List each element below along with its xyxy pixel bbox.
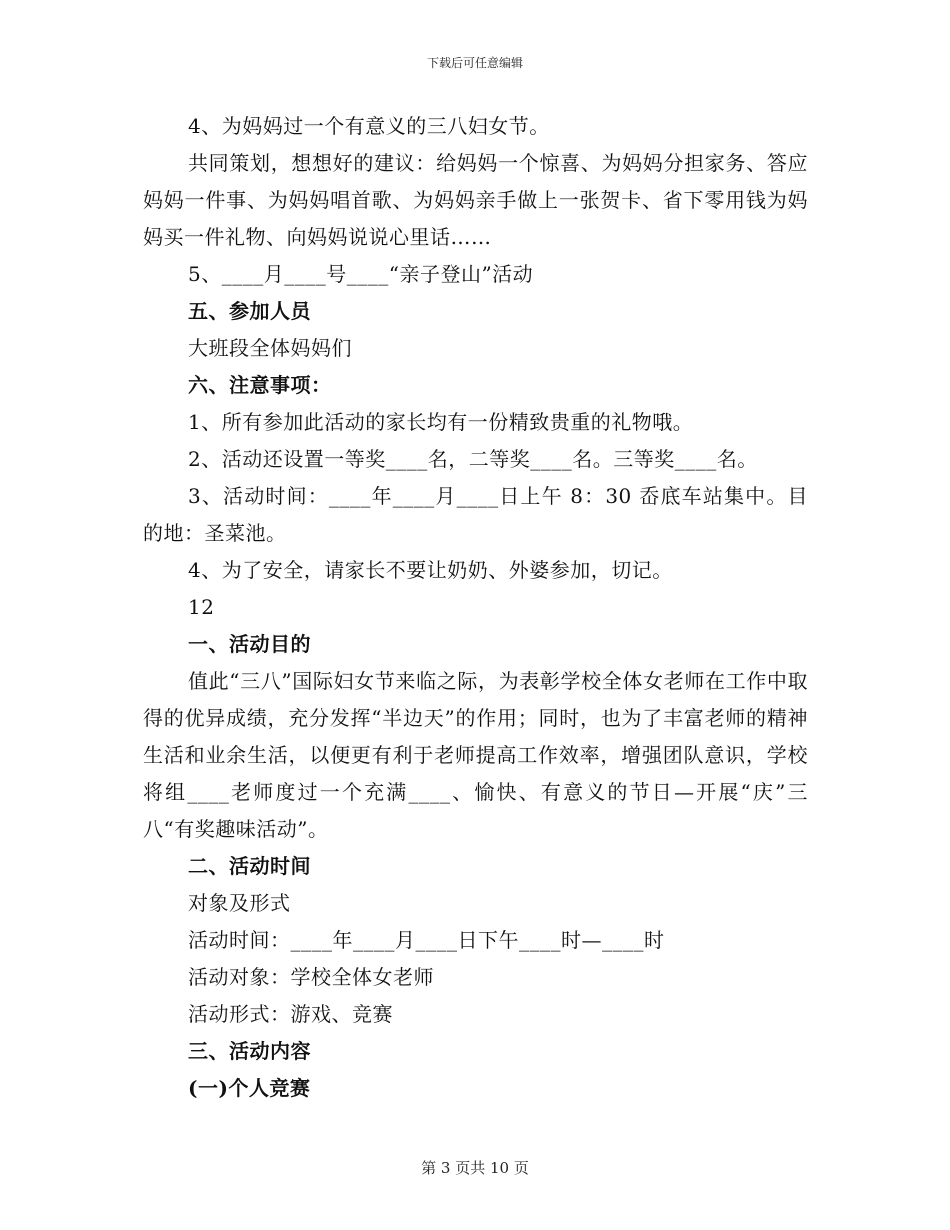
paragraph-1: 4、为妈妈过一个有意义的三八妇女节。: [188, 114, 550, 138]
paragraph-9: 12: [188, 595, 215, 619]
paragraph-3: 5、____月____号____“亲子登山”活动: [188, 262, 534, 286]
paragraph-8: 4、为了安全，请家长不要让奶奶、外婆参加，切记。: [188, 558, 673, 582]
paragraph-12: 活动时间：____年____月____日下午____时—____时: [188, 928, 665, 952]
paragraph-5: 1、所有参加此活动的家长均有一份精致贵重的礼物哦。: [188, 410, 694, 434]
section-heading-6: 六、注意事项：: [188, 373, 332, 397]
page-header: 下载后可任意编辑: [426, 56, 523, 70]
subsection-heading-1: (一)个人竞赛: [188, 1076, 311, 1100]
section-heading-1: 一、活动目的: [188, 632, 311, 656]
paragraph-4: 大班段全体妈妈们: [188, 336, 352, 360]
section-heading-5: 五、参加人员: [188, 299, 311, 323]
page-footer: 第 3 页共 10 页: [421, 1159, 529, 1177]
paragraph-10: 值此“三八”国际妇女节来临之际，为表彰学校全体女老师在工作中取得的优异成绩，充分发挥“半边天”的作用；同时，也为了丰富老师的精神生活和业余生活，以便更有利于老师提高工作效率，增强团队意识，学校将组____老师度过一个充满____、愉快、有意义的节日—开展“庆”三八“有奖趣味活动”。: [143, 669, 808, 841]
paragraph-11: 对象及形式: [188, 891, 291, 915]
paragraph-2: 共同策划，想想好的建议：给妈妈一个惊喜、为妈妈分担家务、答应妈妈一件事、为妈妈唱首歌、为妈妈亲手做上一张贺卡、省下零用钱为妈妈买一件礼物、向妈妈说说心里话……: [143, 151, 808, 249]
paragraph-13: 活动对象：学校全体女老师: [188, 965, 434, 989]
section-heading-3: 三、活动内容: [188, 1039, 311, 1063]
paragraph-6: 2、活动还设置一等奖____名，二等奖____名。三等奖____名。: [188, 447, 758, 471]
section-heading-2: 二、活动时间: [188, 854, 311, 878]
document-body: [143, 108, 808, 1107]
paragraph-14: 活动形式：游戏、竞赛: [188, 1002, 393, 1026]
paragraph-7: 3、活动时间：____年____月____日上午 8：30 岙底车站集中。目的地：圣菜池。: [143, 484, 808, 545]
